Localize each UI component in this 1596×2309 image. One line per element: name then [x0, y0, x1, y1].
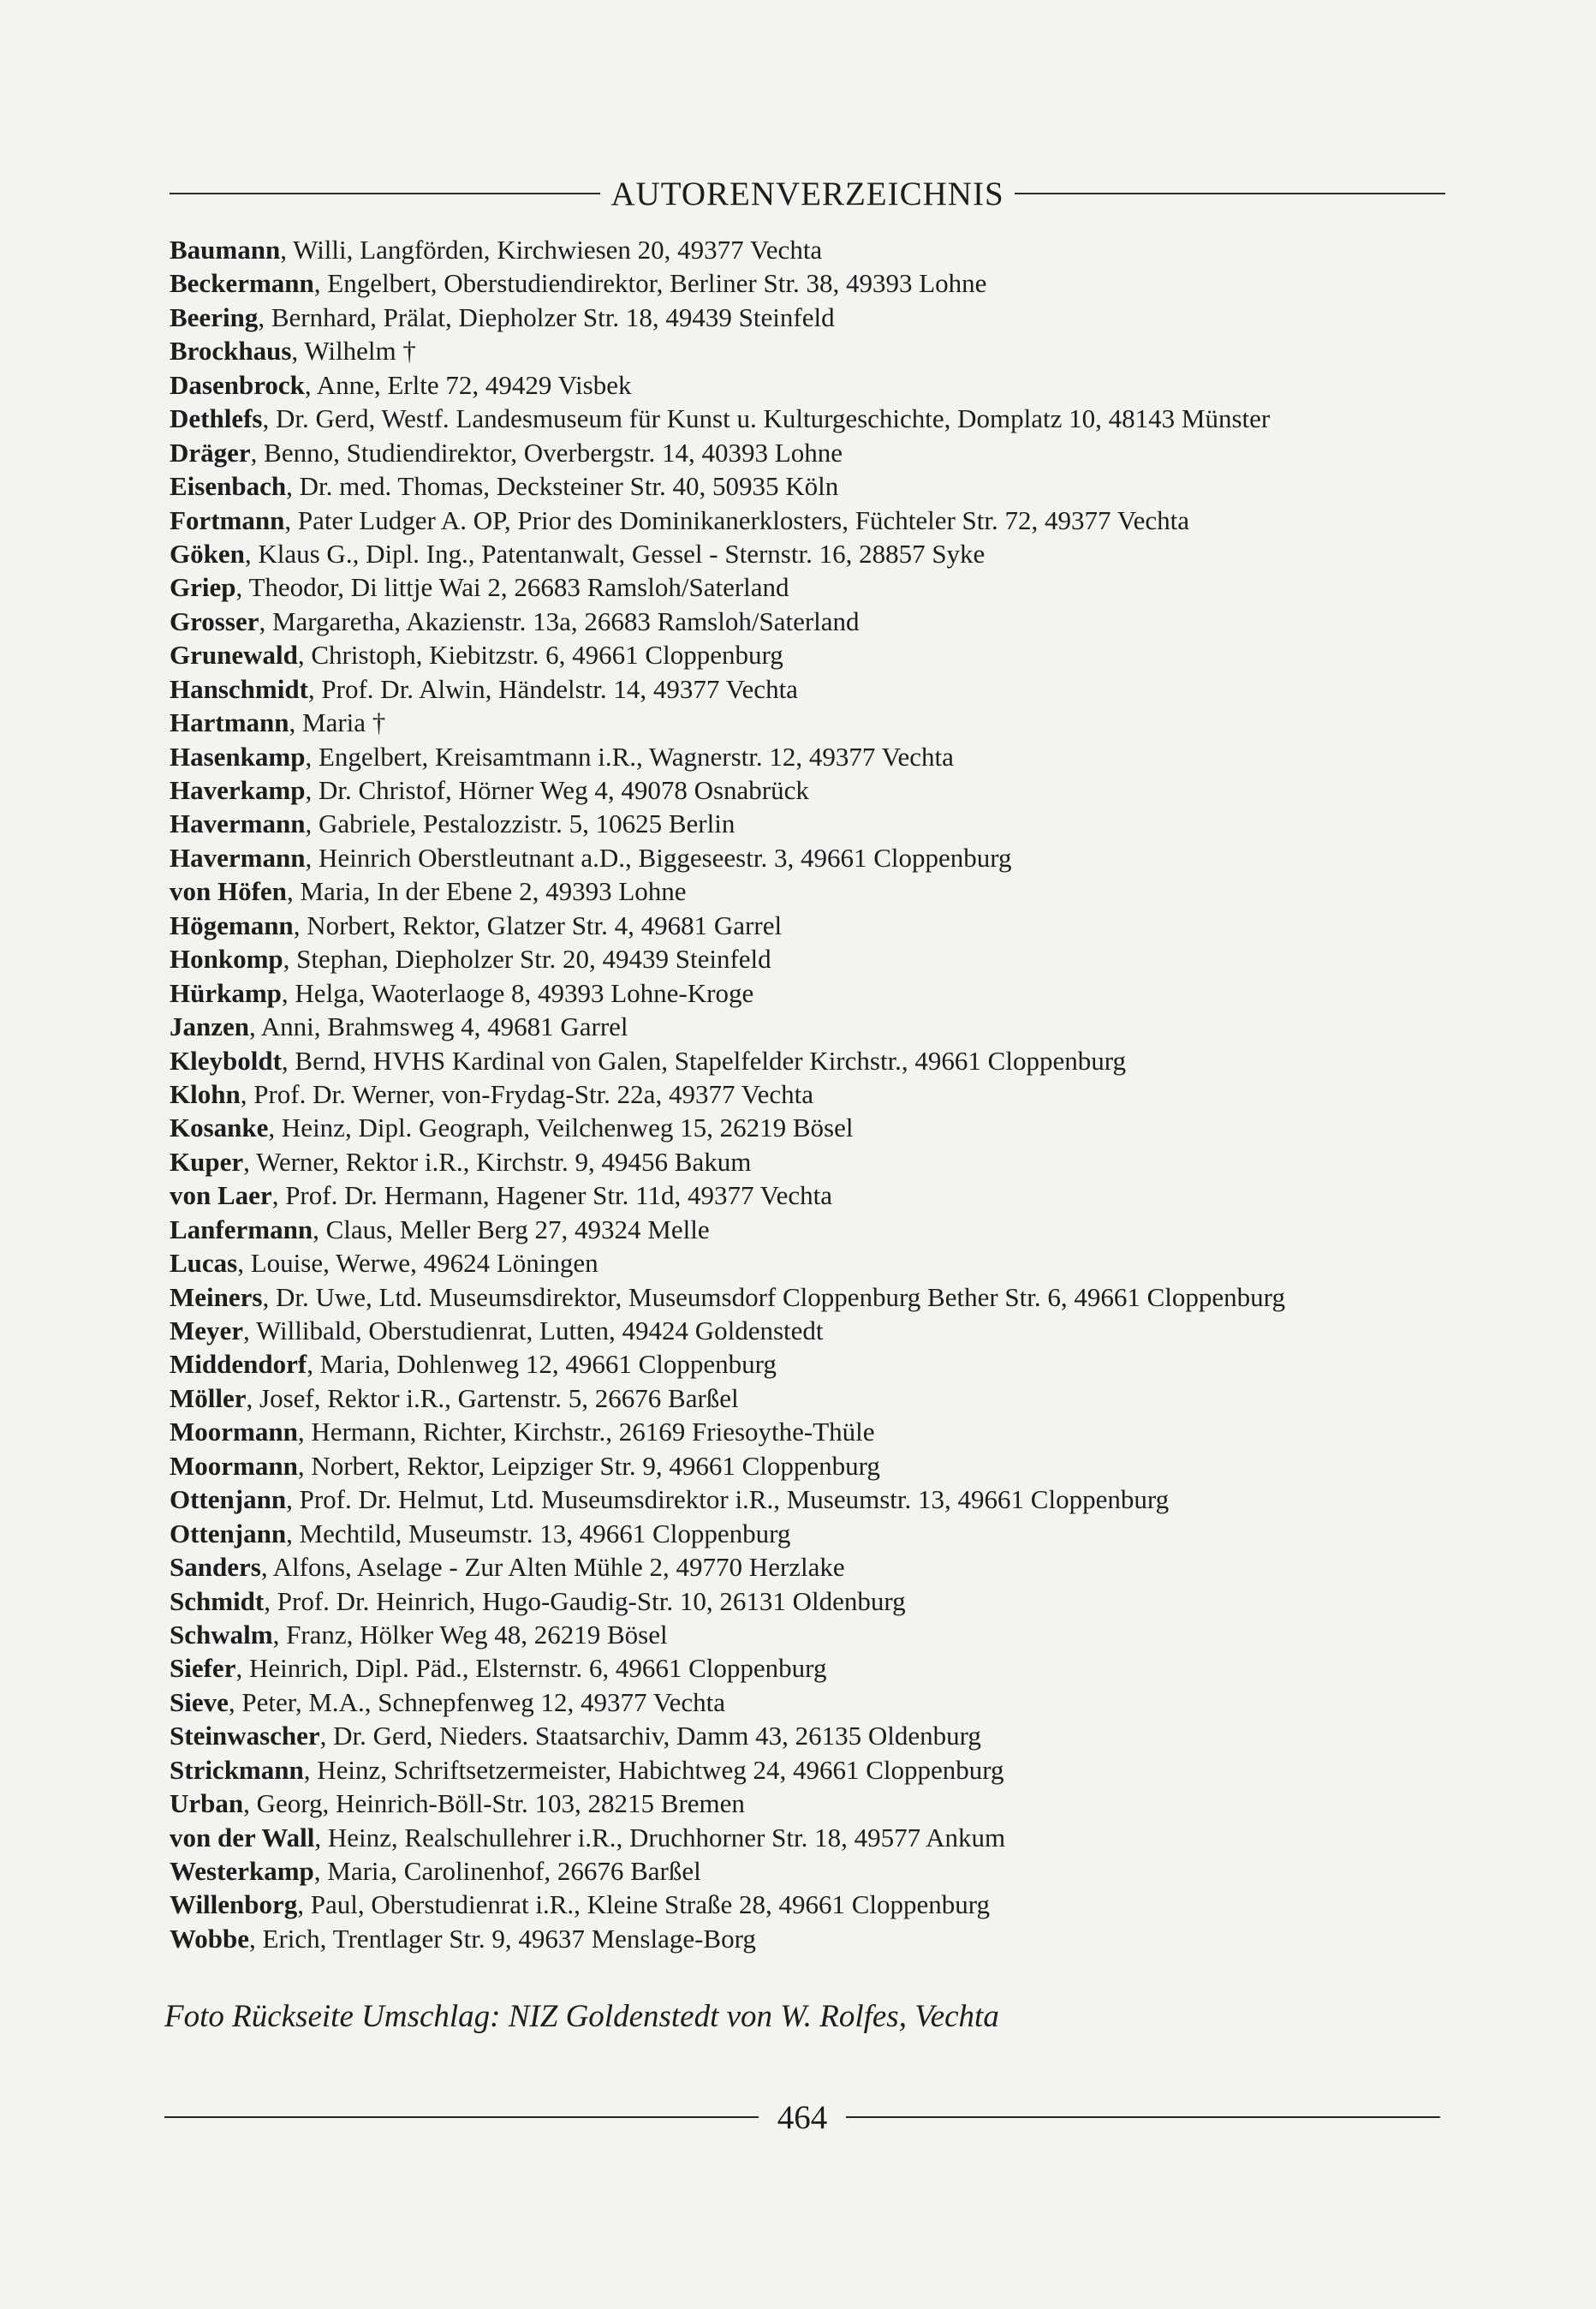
author-entry [170, 1381, 1539, 1415]
author-details: , Werner, Rektor i.R., Kirchstr. 9, 49456 Bakum [243, 1146, 752, 1177]
author-surname: Westerkamp [170, 1856, 314, 1886]
author-surname: Urban [170, 1788, 244, 1819]
author-details: , Dr. Gerd, Westf. Landesmuseum für Kunst u. Kulturgeschichte, Domplatz 10, 48143 Münster [262, 403, 1271, 434]
author-surname: Hartmann [170, 707, 289, 738]
author-surname: Honkomp [170, 944, 283, 975]
author-entry [170, 1888, 1539, 1921]
author-surname: Möller [170, 1382, 247, 1413]
author-entry [170, 334, 1539, 367]
author-surname: Beering [170, 301, 259, 332]
author-entry [170, 1145, 1539, 1178]
author-surname: Kosanke [170, 1113, 269, 1143]
author-entry [170, 1651, 1539, 1685]
author-entry [170, 1280, 1539, 1314]
footer-rule-right [846, 2116, 1440, 2118]
author-surname: Schmidt [170, 1585, 265, 1616]
author-entry [170, 537, 1539, 570]
author-details: , Dr. Christof, Hörner Weg 4, 49078 Osnabrück [305, 775, 809, 805]
author-details: , Anne, Erlte 72, 49429 Visbek [304, 369, 632, 400]
author-entry [170, 233, 1539, 266]
author-entry [170, 841, 1539, 874]
author-details: , Dr. Uwe, Ltd. Museumsdirektor, Museumsdorf Cloppenburg Bether Str. 6, 49661 Cloppenburg [262, 1281, 1285, 1312]
author-surname: Middendorf [170, 1349, 307, 1380]
author-entry [170, 1922, 1539, 1955]
author-surname: Kleyboldt [170, 1045, 282, 1076]
author-details: , Mechtild, Museumstr. 13, 49661 Cloppenburg [286, 1518, 791, 1548]
author-surname: von Laer [170, 1180, 272, 1211]
author-details: , Prof. Dr. Helmut, Ltd. Museumsdirektor i.R., Museumstr. 13, 49661 Cloppenburg [286, 1484, 1170, 1515]
author-surname: Fortmann [170, 504, 285, 535]
author-surname: Eisenbach [170, 471, 287, 502]
author-entry [170, 1077, 1539, 1111]
author-details: , Heinz, Realschullehrer i.R., Druchhorner Str. 18, 49577 Ankum [314, 1822, 1006, 1853]
author-details: , Engelbert, Oberstudiendirektor, Berliner Str. 38, 49393 Lohne [313, 268, 987, 299]
author-details: , Heinrich Oberstleutnant a.D., Biggeseestr. 3, 49661 Cloppenburg [305, 842, 1012, 873]
author-surname: Ottenjann [170, 1518, 287, 1548]
author-details: , Anni, Brahmsweg 4, 49681 Garrel [249, 1011, 628, 1042]
author-surname: Schwalm [170, 1619, 273, 1650]
author-surname: von der Wall [170, 1822, 315, 1853]
footer-rule-left [164, 2116, 759, 2118]
author-entry [170, 402, 1539, 435]
author-details: , Bernd, HVHS Kardinal von Galen, Stapelfelder Kirchstr., 49661 Cloppenburg [281, 1045, 1126, 1076]
author-surname: Havermann [170, 842, 306, 873]
author-entry [170, 570, 1539, 604]
author-surname: Wobbe [170, 1923, 250, 1954]
author-entry [170, 436, 1539, 469]
author-details: , Maria, Carolinenhof, 26676 Barßel [313, 1856, 701, 1886]
author-details: , Klaus G., Dipl. Ing., Patentanwalt, Gessel - Sternstr. 16, 28857 Syke [244, 538, 986, 569]
author-details: , Maria, In der Ebene 2, 49393 Lohne [286, 876, 687, 907]
author-entry [170, 1449, 1539, 1483]
author-entry [170, 1618, 1539, 1651]
author-details: , Hermann, Richter, Kirchstr., 26169 Friesoythe-Thüle [297, 1417, 875, 1447]
author-details: , Gabriele, Pestalozzistr. 5, 10625 Berlin [305, 808, 735, 839]
author-surname: Janzen [170, 1011, 249, 1042]
author-details: , Paul, Oberstudienrat i.R., Kleine Straße 28, 49661 Cloppenburg [297, 1889, 991, 1920]
author-entry [170, 706, 1539, 739]
author-details: , Stephan, Diepholzer Str. 20, 49439 Steinfeld [283, 944, 771, 975]
author-surname: Klohn [170, 1078, 241, 1109]
author-details: , Prof. Dr. Hermann, Hagener Str. 11d, 49377 Vechta [271, 1180, 833, 1211]
author-surname: Dethlefs [170, 403, 263, 434]
author-entry [170, 368, 1539, 402]
author-details: , Georg, Heinrich-Böll-Str. 103, 28215 Bremen [243, 1788, 745, 1819]
author-surname: Willenborg [170, 1889, 298, 1920]
author-surname: Haverkamp [170, 775, 306, 805]
author-entry [170, 1753, 1539, 1787]
author-details: , Norbert, Rektor, Leipziger Str. 9, 49661 Cloppenburg [297, 1450, 880, 1481]
author-surname: Dräger [170, 437, 251, 468]
author-details: , Heinz, Dipl. Geograph, Veilchenweg 15, 26219 Bösel [268, 1113, 854, 1143]
author-details: , Peter, M.A., Schnepfenweg 12, 49377 Vechta [228, 1686, 726, 1717]
author-entry [170, 740, 1539, 773]
author-surname: Meyer [170, 1316, 244, 1345]
author-details: , Pater Ludger A. OP, Prior des Dominikanerklosters, Füchteler Str. 72, 49377 Vechta [284, 504, 1190, 535]
author-entry [170, 1213, 1539, 1246]
header-rule-right [1015, 193, 1445, 194]
author-entry [170, 1517, 1539, 1550]
author-entry [170, 1584, 1539, 1618]
author-entry [170, 807, 1539, 840]
author-surname: Hürkamp [170, 977, 282, 1008]
author-entry [170, 1483, 1539, 1516]
author-list [170, 233, 1539, 1955]
author-entry [170, 672, 1539, 706]
author-details: , Maria † [289, 707, 386, 738]
author-details: , Franz, Hölker Weg 48, 26219 Bösel [272, 1619, 668, 1650]
author-details: , Willibald, Oberstudienrat, Lutten, 49424 Goldenstedt [243, 1316, 824, 1345]
author-surname: Brockhaus [170, 336, 292, 367]
author-entry [170, 504, 1539, 537]
author-surname: Havermann [170, 808, 306, 839]
author-surname: Grosser [170, 606, 259, 636]
author-details: , Prof. Dr. Heinrich, Hugo-Gaudig-Str. 10, 26131 Oldenburg [264, 1585, 906, 1616]
author-details: , Christoph, Kiebitzstr. 6, 49661 Cloppenburg [297, 640, 783, 671]
author-entry [170, 1246, 1539, 1280]
author-surname: Dasenbrock [170, 369, 305, 400]
author-entry [170, 1415, 1539, 1448]
author-surname: Lanfermann [170, 1214, 313, 1244]
author-surname: Göken [170, 538, 245, 569]
author-entry [170, 1854, 1539, 1888]
page-footer [164, 2091, 1440, 2143]
author-surname: Baumann [170, 235, 281, 265]
author-entry [170, 1111, 1539, 1144]
author-entry [170, 1550, 1539, 1584]
author-entry [170, 1010, 1539, 1043]
author-entry [170, 1347, 1539, 1381]
author-details: , Willi, Langförden, Kirchwiesen 20, 49377 Vechta [280, 235, 823, 265]
author-surname: Ottenjann [170, 1484, 287, 1515]
author-details: , Heinrich, Dipl. Päd., Elsternstr. 6, 49661 Cloppenburg [235, 1653, 827, 1684]
author-details: , Bernhard, Prälat, Diepholzer Str. 18, 49439 Steinfeld [258, 301, 835, 332]
author-details: , Engelbert, Kreisamtmann i.R., Wagnerstr. 12, 49377 Vechta [305, 741, 954, 772]
author-details: , Claus, Meller Berg 27, 49324 Melle [313, 1214, 710, 1244]
author-surname: Grunewald [170, 640, 298, 671]
author-surname: Hanschmidt [170, 673, 308, 704]
header-rule-left [170, 193, 600, 194]
author-surname: Lucas [170, 1248, 238, 1279]
author-details: , Wilhelm † [291, 336, 416, 367]
author-entry [170, 773, 1539, 807]
author-details: , Alfons, Aselage - Zur Alten Mühle 2, 49770 Herzlake [260, 1552, 845, 1583]
author-details: , Erich, Trentlager Str. 9, 49637 Menslage-Borg [249, 1923, 756, 1954]
author-entry [170, 1314, 1539, 1347]
author-entry [170, 909, 1539, 942]
author-entry [170, 469, 1539, 503]
author-surname: Siefer [170, 1653, 236, 1684]
photo-caption: Foto Rückseite Umschlag: NIZ Goldenstedt von W. Rolfes, Vechta [164, 1999, 999, 2034]
author-entry [170, 942, 1539, 976]
author-details: , Benno, Studiendirektor, Overbergstr. 14, 40393 Lohne [250, 437, 843, 468]
page-title: AUTORENVERZEICHNIS [610, 175, 1004, 212]
author-details: , Maria, Dohlenweg 12, 49661 Cloppenburg [307, 1349, 777, 1380]
author-entry [170, 976, 1539, 1010]
author-details: , Norbert, Rektor, Glatzer Str. 4, 49681 Garrel [293, 910, 783, 940]
page-header [170, 168, 1445, 219]
author-surname: Steinwascher [170, 1721, 320, 1751]
author-surname: Griep [170, 572, 236, 603]
author-details: , Dr. med. Thomas, Decksteiner Str. 40, 50935 Köln [286, 471, 839, 502]
author-details: , Prof. Dr. Werner, von-Frydag-Str. 22a, 49377 Vechta [240, 1078, 813, 1109]
author-surname: von Höfen [170, 876, 287, 907]
author-details: , Heinz, Schriftsetzermeister, Habichtweg 24, 49661 Cloppenburg [303, 1754, 1004, 1785]
author-entry [170, 605, 1539, 638]
author-surname: Moormann [170, 1417, 298, 1447]
author-surname: Sieve [170, 1686, 229, 1717]
author-entry [170, 266, 1539, 300]
author-surname: Beckermann [170, 268, 314, 299]
author-entry [170, 874, 1539, 908]
author-surname: Strickmann [170, 1754, 304, 1785]
author-details: , Helga, Waoterlaoge 8, 49393 Lohne-Kroge [281, 977, 754, 1008]
author-surname: Kuper [170, 1146, 244, 1177]
author-entry [170, 1686, 1539, 1719]
author-entry [170, 1821, 1539, 1854]
author-entry [170, 1719, 1539, 1752]
author-surname: Hasenkamp [170, 741, 306, 772]
author-details: , Louise, Werwe, 49624 Löningen [237, 1248, 598, 1279]
author-surname: Högemann [170, 910, 294, 940]
author-details: , Margaretha, Akazienstr. 13a, 26683 Ramsloh/Saterland [259, 606, 860, 636]
author-entry [170, 1178, 1539, 1212]
author-surname: Meiners [170, 1281, 263, 1312]
author-details: , Prof. Dr. Alwin, Händelstr. 14, 49377 Vechta [307, 673, 798, 704]
author-entry [170, 1044, 1539, 1077]
author-details: , Dr. Gerd, Nieders. Staatsarchiv, Damm 43, 26135 Oldenburg [319, 1721, 981, 1751]
author-surname: Moormann [170, 1450, 298, 1481]
author-surname: Sanders [170, 1552, 261, 1583]
author-entry [170, 638, 1539, 671]
author-entry [170, 1787, 1539, 1820]
page-number: 464 [777, 2098, 828, 2136]
author-details: , Josef, Rektor i.R., Gartenstr. 5, 26676 Barßel [246, 1382, 739, 1413]
author-entry [170, 301, 1539, 334]
author-details: , Theodor, Di littje Wai 2, 26683 Ramsloh/Saterland [235, 572, 789, 603]
